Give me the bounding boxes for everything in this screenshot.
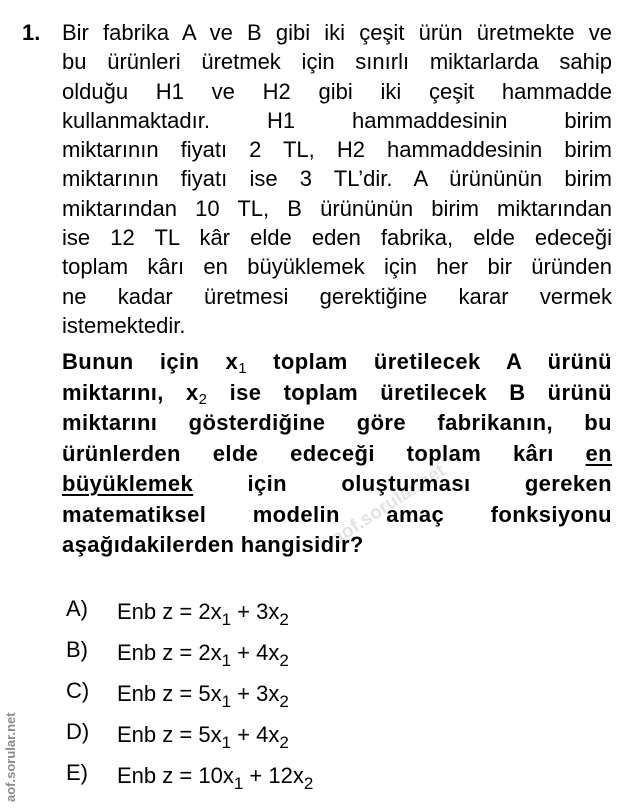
- option-e[interactable]: [66, 760, 466, 801]
- option-letter: A): [66, 596, 88, 621]
- expr-term: 5x: [198, 722, 222, 747]
- expr-operator: +: [231, 640, 257, 665]
- question-stem: [62, 18, 612, 340]
- subscript: 1: [233, 774, 244, 793]
- prompt-line: [62, 469, 612, 500]
- subscript: 2: [279, 692, 289, 711]
- option-expression: [117, 763, 314, 793]
- subscript: 2: [279, 733, 289, 752]
- underlined-text: en: [585, 440, 612, 466]
- expr-operator: +: [231, 599, 257, 624]
- subscript: 2: [198, 390, 208, 408]
- prompt-line: miktarını gösterdiğine göre fabrikanın, bu: [62, 410, 612, 435]
- option-b[interactable]: [66, 637, 466, 678]
- subscript: 1: [221, 733, 232, 752]
- stem-line: bu ürünleri üretmek için sınırlı miktarlarda sahip: [62, 49, 612, 75]
- expr-term: 4x: [256, 722, 280, 747]
- prompt-text: Bunun için x: [62, 349, 239, 374]
- underlined-text: büyüklemek: [62, 471, 194, 496]
- stem-line: miktarından 10 TL, B ürününün birim miktarından: [62, 195, 612, 221]
- answer-options: [66, 596, 466, 801]
- subscript: 2: [279, 610, 289, 629]
- option-d[interactable]: [66, 719, 466, 760]
- prompt-text: miktarını, x: [62, 379, 199, 405]
- option-c[interactable]: [66, 678, 466, 719]
- option-letter: E): [66, 760, 88, 785]
- option-letter: B): [66, 637, 88, 662]
- option-expression: [117, 722, 289, 752]
- expr-operator: +: [243, 763, 269, 788]
- expr-term: 12x: [268, 763, 304, 788]
- prompt-text: için oluşturması gereken: [193, 471, 612, 496]
- expr-term: 2x: [198, 599, 222, 624]
- stem-line: kullanmaktadır. H1 hammaddesinin birim: [62, 107, 612, 133]
- question-number: 1.: [22, 20, 41, 45]
- watermark-side: aof.sorular.net: [3, 712, 18, 802]
- expr-text: Enb z =: [117, 722, 199, 747]
- expr-term: 3x: [256, 681, 280, 706]
- prompt-line: [62, 439, 612, 470]
- stem-line: olduğu H1 ve H2 gibi iki çeşit hammadde: [62, 78, 612, 104]
- option-expression: [117, 640, 289, 670]
- prompt-text: toplam üretilecek A ürünü: [246, 349, 612, 374]
- stem-line: istemektedir.: [62, 312, 186, 338]
- option-letter: D): [66, 719, 90, 744]
- subscript: 1: [238, 360, 247, 377]
- expr-term: 2x: [198, 640, 222, 665]
- subscript: 1: [221, 610, 232, 629]
- prompt-text: ürünlerden elde edeceği toplam kârı: [62, 440, 586, 466]
- prompt-line: [62, 347, 612, 378]
- expr-term: 3x: [256, 599, 280, 624]
- option-letter: C): [66, 678, 90, 703]
- stem-line: miktarının fiyatı 2 TL, H2 hammaddesinin birim: [62, 137, 612, 163]
- expr-term: 10x: [198, 763, 234, 788]
- expr-operator: +: [231, 722, 257, 747]
- expr-text: Enb z =: [117, 681, 199, 706]
- option-expression: [117, 599, 289, 629]
- expr-text: Enb z =: [117, 640, 199, 665]
- expr-text: Enb z =: [117, 599, 199, 624]
- option-expression: [117, 681, 289, 711]
- question-prompt: [62, 347, 612, 561]
- expr-term: 4x: [256, 640, 280, 665]
- expr-operator: +: [231, 681, 257, 706]
- prompt-text: ise toplam üretilecek B ürünü: [207, 379, 612, 405]
- subscript: 2: [303, 774, 314, 793]
- stem-line: ise 12 TL kâr elde eden fabrika, elde edeceği: [62, 225, 612, 251]
- watermark-diagonal: aof.sorular.net: [328, 460, 450, 550]
- prompt-line: [62, 378, 612, 409]
- stem-line: ne kadar üretmesi gerektiğine karar vermek: [62, 283, 612, 309]
- option-a[interactable]: [66, 596, 466, 637]
- subscript: 1: [221, 692, 232, 711]
- stem-line: Bir fabrika A ve B gibi iki çeşit ürün üretmekte ve: [62, 20, 612, 45]
- subscript: 1: [221, 651, 232, 670]
- stem-line: toplam kârı en büyüklemek için her bir üründen: [62, 254, 612, 280]
- prompt-line: aşağıdakilerden hangisidir?: [62, 532, 364, 557]
- stem-line: miktarının fiyatı ise 3 TL’dir. A ürününün birim: [62, 166, 612, 192]
- expr-text: Enb z =: [117, 763, 199, 788]
- prompt-line: matematiksel modelin amaç fonksiyonu: [62, 501, 612, 527]
- expr-term: 5x: [198, 681, 222, 706]
- subscript: 2: [279, 651, 289, 670]
